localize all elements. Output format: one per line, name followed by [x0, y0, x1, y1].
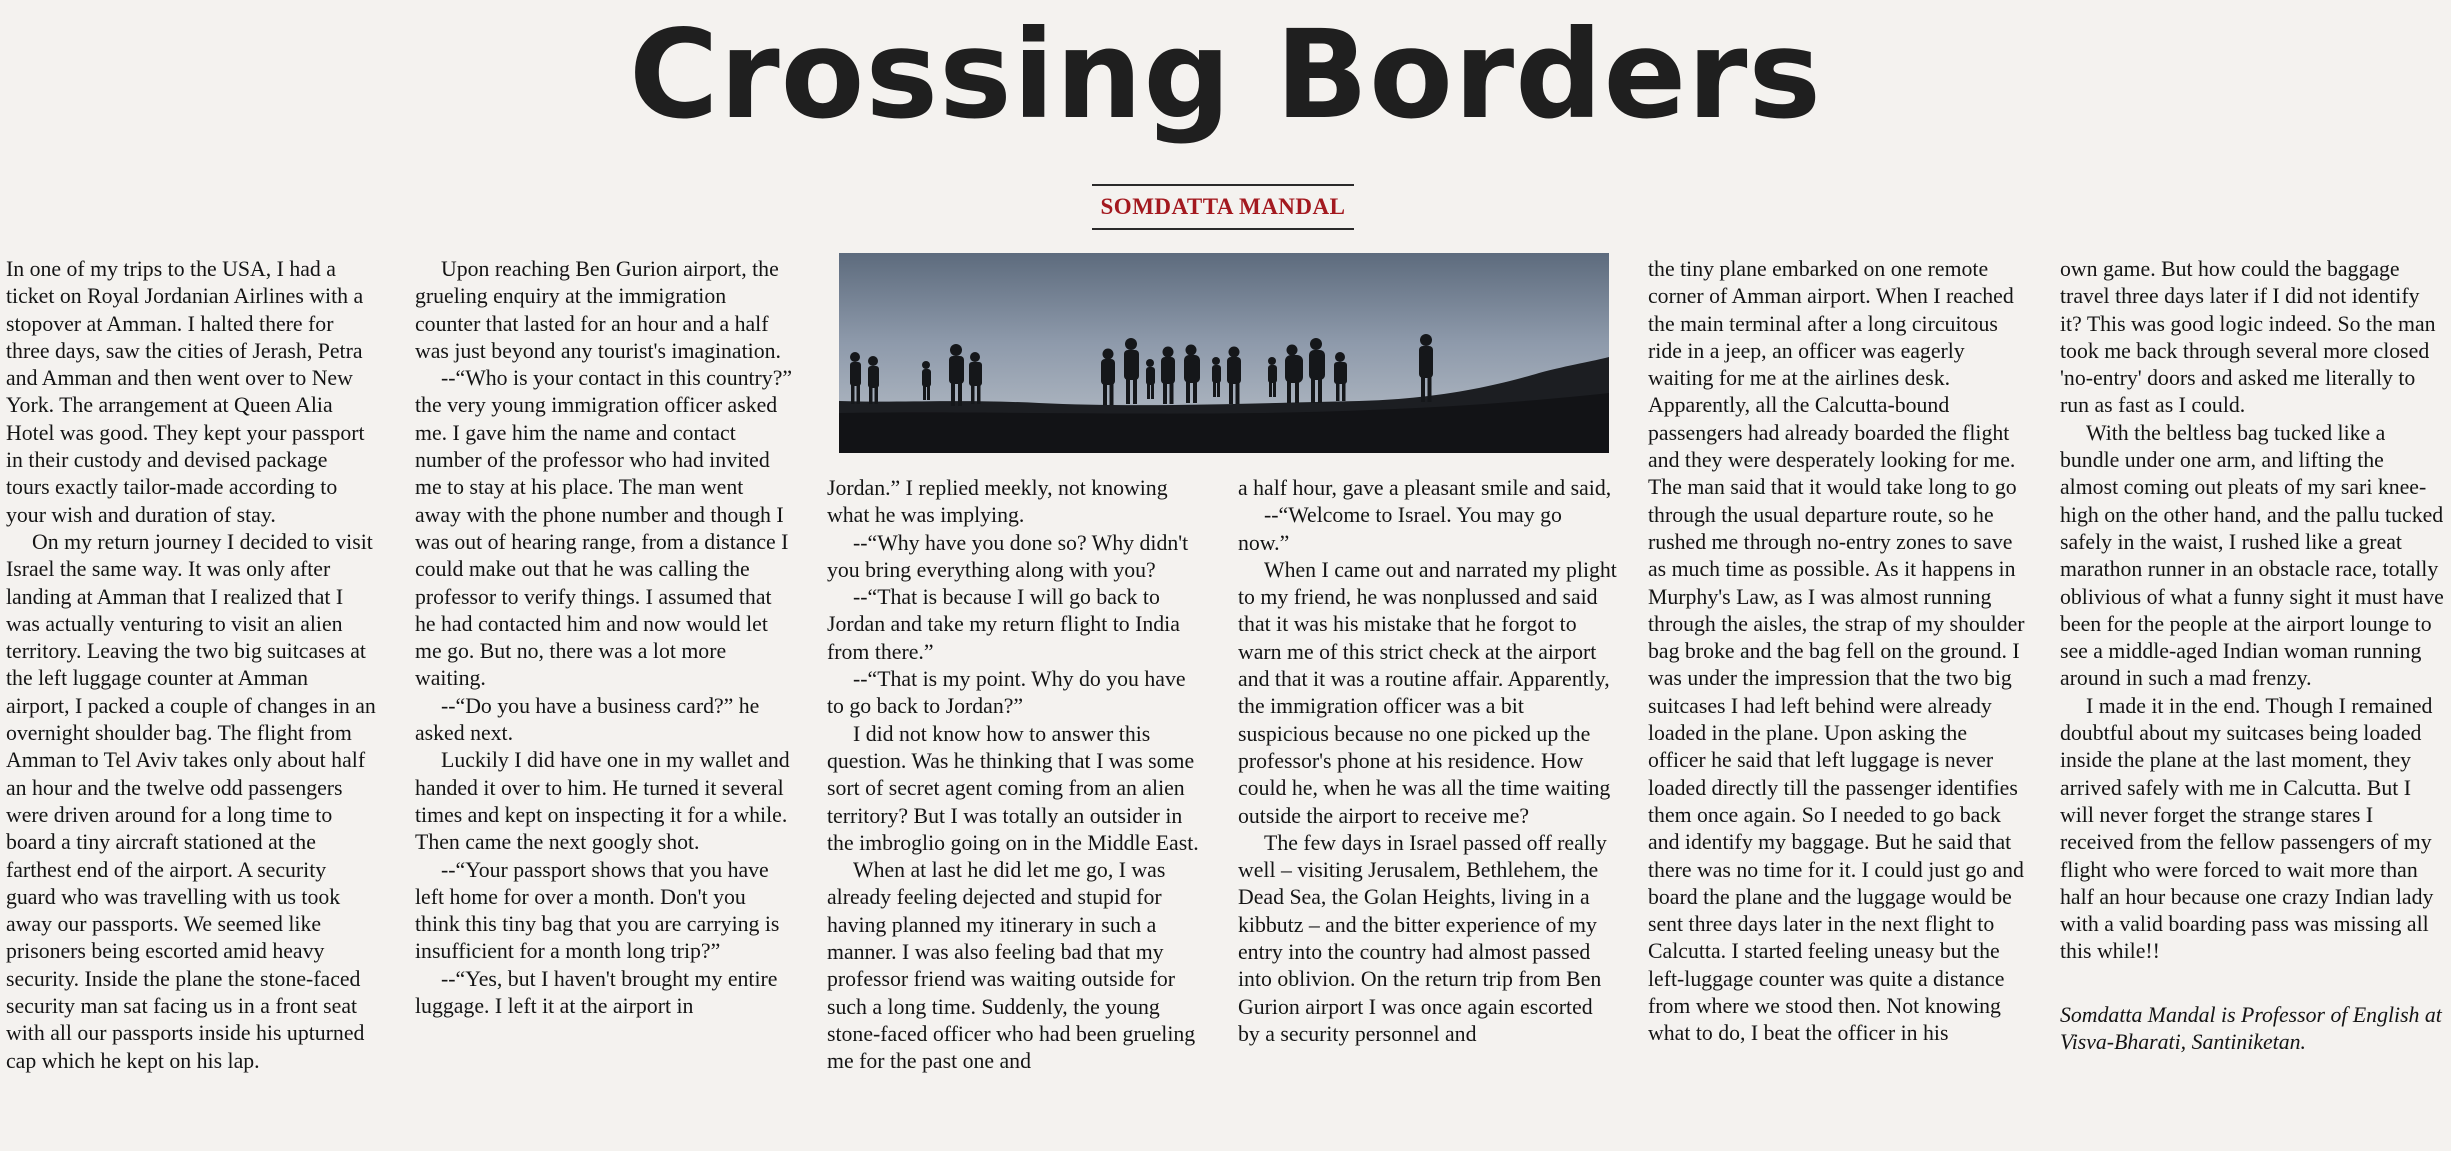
paragraph: On my return journey I decided to visit Israel the same way. It was only after landing at Amman that I realized that I was actually venturing to visit an alien territory. Leaving the two big suitcases at the left luggage counter at Amman airport, I packed a couple of changes in an overnight shoulder bag. The flight from Amman to Tel Aviv takes only about half an hour and the twelve odd passengers were driven around for a long time to board a tiny aircraft stationed at the farthest end of the airport. A security guard who was travelling with us took away our passports. We seemed like prisoners being escorted amid heavy security. Inside the plane the stone-faced security man sat facing us in a front seat with all our passports inside his upturned cap which he kept on his lap.: [6, 529, 376, 1073]
column-6: [2060, 256, 2445, 1141]
paragraph: I did not know how to answer this question. Was he thinking that I was some sort of secret agent coming from an alien territory? But I was totally an outsider in the imbroglio going on in the Middle East.: [827, 721, 1199, 855]
paragraph: Jordan.” I replied meekly, not knowing what he was implying.: [827, 476, 1168, 528]
paragraph: --“That is my point. Why do you have to go back to Jordan?”: [827, 667, 1186, 719]
headline: Crossing Borders: [628, 4, 1823, 146]
paragraph: --“Yes, but I haven't brought my entire luggage. I left it at the airport in: [415, 966, 778, 1019]
paragraph: the tiny plane embarked on one remote corner of Amman airport. When I reached the main terminal after a long circuitous ride in a jeep, an officer was eagerly waiting for me at the airlines desk. Apparently, all the Calcutta-bound passengers had already boarded the flight and they were desperately looking for me. The man said that it would take long to go through the usual departure route, so he rushed me through no-entry zones to save as much time as possible. As it happens in Murphy's Law, as I was almost running through the aisles, the strap of my shoulder bag broke and the bag fell on the ground. I was under the impression that the two big suitcases I had left behind were already loaded in the plane. Upon asking the officer he said that left luggage is never loaded directly till the passenger identifies them once again. So I needed to go back and identify my baggage. But he said that there was no time for it. I could just go and board the plane and the luggage would be sent three days later in the next flight to Calcutta. I started feeling uneasy but the left-luggage counter was quite a distance from where we stood then. Not knowing what to do, I beat the officer in his: [1648, 257, 2025, 1046]
paragraph: Upon reaching Ben Gurion airport, the grueling enquiry at the immigration counter that lasted for an hour and a half was just beyond any tourist's imagination.: [415, 257, 781, 363]
photo-illustration: [839, 253, 1609, 453]
paragraph: --“Welcome to Israel. You may go now.”: [1238, 503, 1562, 555]
paragraph: --“Your passport shows that you have left home for over a month. Don't you think this tiny bag that you are carrying is insufficient for a month long trip?”: [415, 857, 780, 964]
column-1: [6, 256, 376, 1141]
paragraph: Luckily I did have one in my wallet and handed it over to him. He turned it several times and kept on inspecting it for a while. Then came the next googly shot.: [415, 748, 790, 855]
paragraph: When at last he did let me go, I was already feeling dejected and stupid for having planned my itinerary in such a manner. I was also feeling bad that my professor friend was waiting outside for such a long time. Suddenly, the young stone-faced officer who had been grueling me for the past one and: [827, 858, 1196, 1074]
paragraph: own game. But how could the baggage travel three days later if I did not identify it? This was good logic indeed. So the man took me back through several more closed 'no-entry' doors and asked me literally to run as fast as I could.: [2060, 257, 2436, 418]
column-4: [1238, 475, 1618, 1141]
byline: SOMDATTA MANDAL: [1100, 194, 1346, 219]
paragraph: I made it in the end. Though I remained doubtful about my suitcases being loaded inside the plane at the last moment, they arrived safely with me in Calcutta. But I will never forget the strange stares I received from the fellow passengers of my flight who were forced to wait more than half an hour because one crazy Indian lady with a valid boarding pass was missing all this while!!: [2060, 693, 2434, 964]
paragraph: In one of my trips to the USA, I had a ticket on Royal Jordanian Airlines with a stopover at Amman. I halted there for three days, saw the cities of Jerash, Petra and Amman and then went over to New York. The arrangement at Queen Alia Hotel was good. They kept your passport in their custody and devised package tours exactly tailor-made according to your wish and duration of stay.: [6, 257, 365, 527]
paragraph: The few days in Israel passed off really well – visiting Jerusalem, Bethlehem, the Dead Sea, the Golan Heights, living in a kibbutz – and the bitter experience of my entry into the country had almost passed into oblivion. On the return trip from Ben Gurion airport I was once again escorted by a security personnel and: [1238, 830, 1607, 1046]
paragraph: --“Who is your contact in this country?” the very young immigration officer asked me. I gave him the name and contact number of the professor who had invited me to stay at his place. The man went away with the phone number and though I was out of hearing range, from a distance I could make out that he was calling the professor to verify things. I assumed that he had contacted him and now would let me go. But no, there was a lot more waiting.: [415, 366, 793, 691]
column-3: [827, 475, 1207, 1141]
paragraph: With the beltless bag tucked like a bundle under one arm, and lifting the almost coming out pleats of my sari knee-high on the other hand, and the pallu tucked safely in the waist, I rushed like a great marathon runner in an obstacle race, totally oblivious of what a funny sight it must have been for the people at the airport lounge to see a middle-aged Indian woman running around in such a mad frenzy.: [2060, 420, 2444, 691]
silhouette-photo: [839, 253, 1609, 453]
byline-box: [1092, 184, 1354, 230]
author-note: Somdatta Mandal is Professor of English at Visva-Bharati, Santiniketan.: [2060, 1002, 2442, 1055]
paragraph: --“Why have you done so? Why didn't you bring everything along with you?: [827, 530, 1189, 582]
paragraph: --“That is because I will go back to Jordan and take my return flight to India from there.”: [827, 585, 1180, 664]
paragraph: a half hour, gave a pleasant smile and said,: [1238, 476, 1612, 500]
paragraph: --“Do you have a business card?” he asked next.: [415, 693, 760, 746]
paragraph: When I came out and narrated my plight to my friend, he was nonplussed and said that it was his mistake that he forgot to warn me of this strict check at the airport and that it was a routine affair. Apparently, the immigration officer was a bit suspicious because no one picked up the professor's phone at his residence. How could he, when he was all the time waiting outside the airport to receive me?: [1238, 557, 1617, 828]
column-2: [415, 256, 793, 1141]
column-5: [1648, 256, 2030, 1141]
